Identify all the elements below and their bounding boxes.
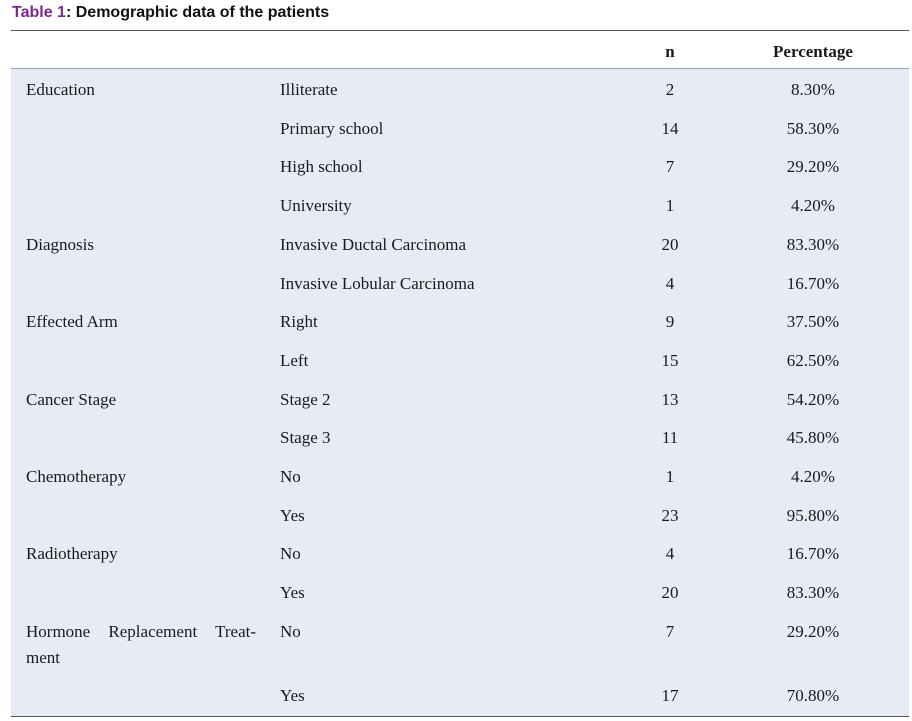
row-subcategory: No [280,544,301,563]
row-n: 14 [661,119,679,138]
row-percentage: 37.50% [786,312,840,331]
row-subcategory: No [280,622,301,641]
row-percentage: 95.80% [786,506,840,525]
table-title: Demographic data of the patients [75,4,330,21]
row-n: 7 [665,622,675,641]
row-percentage: 83.30% [786,235,840,254]
row-category: Chemotherapy [26,467,127,486]
row-category: Education [26,80,95,99]
row-n: 23 [661,506,679,525]
row-category: Effected Arm [26,312,118,331]
row-percentage: 45.80% [786,428,840,447]
row-n: 9 [665,312,675,331]
row-n: 2 [665,80,675,99]
row-subcategory: Invasive Ductal Carcinoma [280,235,466,254]
row-n: 11 [661,428,679,447]
row-n: 4 [665,544,675,563]
row-percentage: 58.30% [786,119,840,138]
table-caption [12,4,329,26]
row-category: Radiotherapy [26,544,118,563]
row-category: Hormone Replacement Treat-ment [26,622,256,667]
header-n: n [665,42,675,61]
row-subcategory: University [280,196,352,215]
demographics-table [11,30,909,717]
row-subcategory: Right [280,312,318,331]
row-subcategory: Illiterate [280,80,338,99]
row-subcategory: Yes [280,506,305,525]
row-n: 1 [665,467,675,486]
caption-separator: : [65,4,76,21]
row-n: 15 [661,351,679,370]
row-subcategory: Primary school [280,119,384,138]
row-subcategory: High school [280,157,363,176]
row-n: 4 [665,274,675,293]
row-subcategory: Invasive Lobular Carcinoma [280,274,475,293]
row-percentage: 4.20% [791,467,835,486]
row-subcategory: Yes [280,583,305,602]
row-n: 13 [661,390,679,409]
row-subcategory: No [280,467,301,486]
table-header-row [11,31,909,69]
row-percentage: 16.70% [786,544,840,563]
row-subcategory: Yes [280,686,305,705]
header-percentage: Percentage [773,42,853,61]
row-percentage: 83.30% [786,583,840,602]
row-category: Diagnosis [26,235,94,254]
row-percentage: 16.70% [786,274,840,293]
row-n: 17 [661,686,679,705]
row-percentage: 29.20% [786,157,840,176]
row-n: 20 [661,235,679,254]
row-subcategory: Stage 3 [280,428,331,447]
row-n: 1 [665,196,675,215]
row-percentage: 70.80% [786,686,840,705]
row-percentage: 4.20% [791,196,835,215]
row-n: 7 [665,157,675,176]
table-label: Table 1 [12,4,66,21]
row-n: 20 [661,583,679,602]
row-percentage: 8.30% [791,80,835,99]
row-percentage: 62.50% [786,351,840,370]
row-category: Cancer Stage [26,390,117,409]
row-subcategory: Left [280,351,309,370]
row-percentage: 29.20% [786,622,840,641]
row-percentage: 54.20% [786,390,840,409]
row-subcategory: Stage 2 [280,390,331,409]
